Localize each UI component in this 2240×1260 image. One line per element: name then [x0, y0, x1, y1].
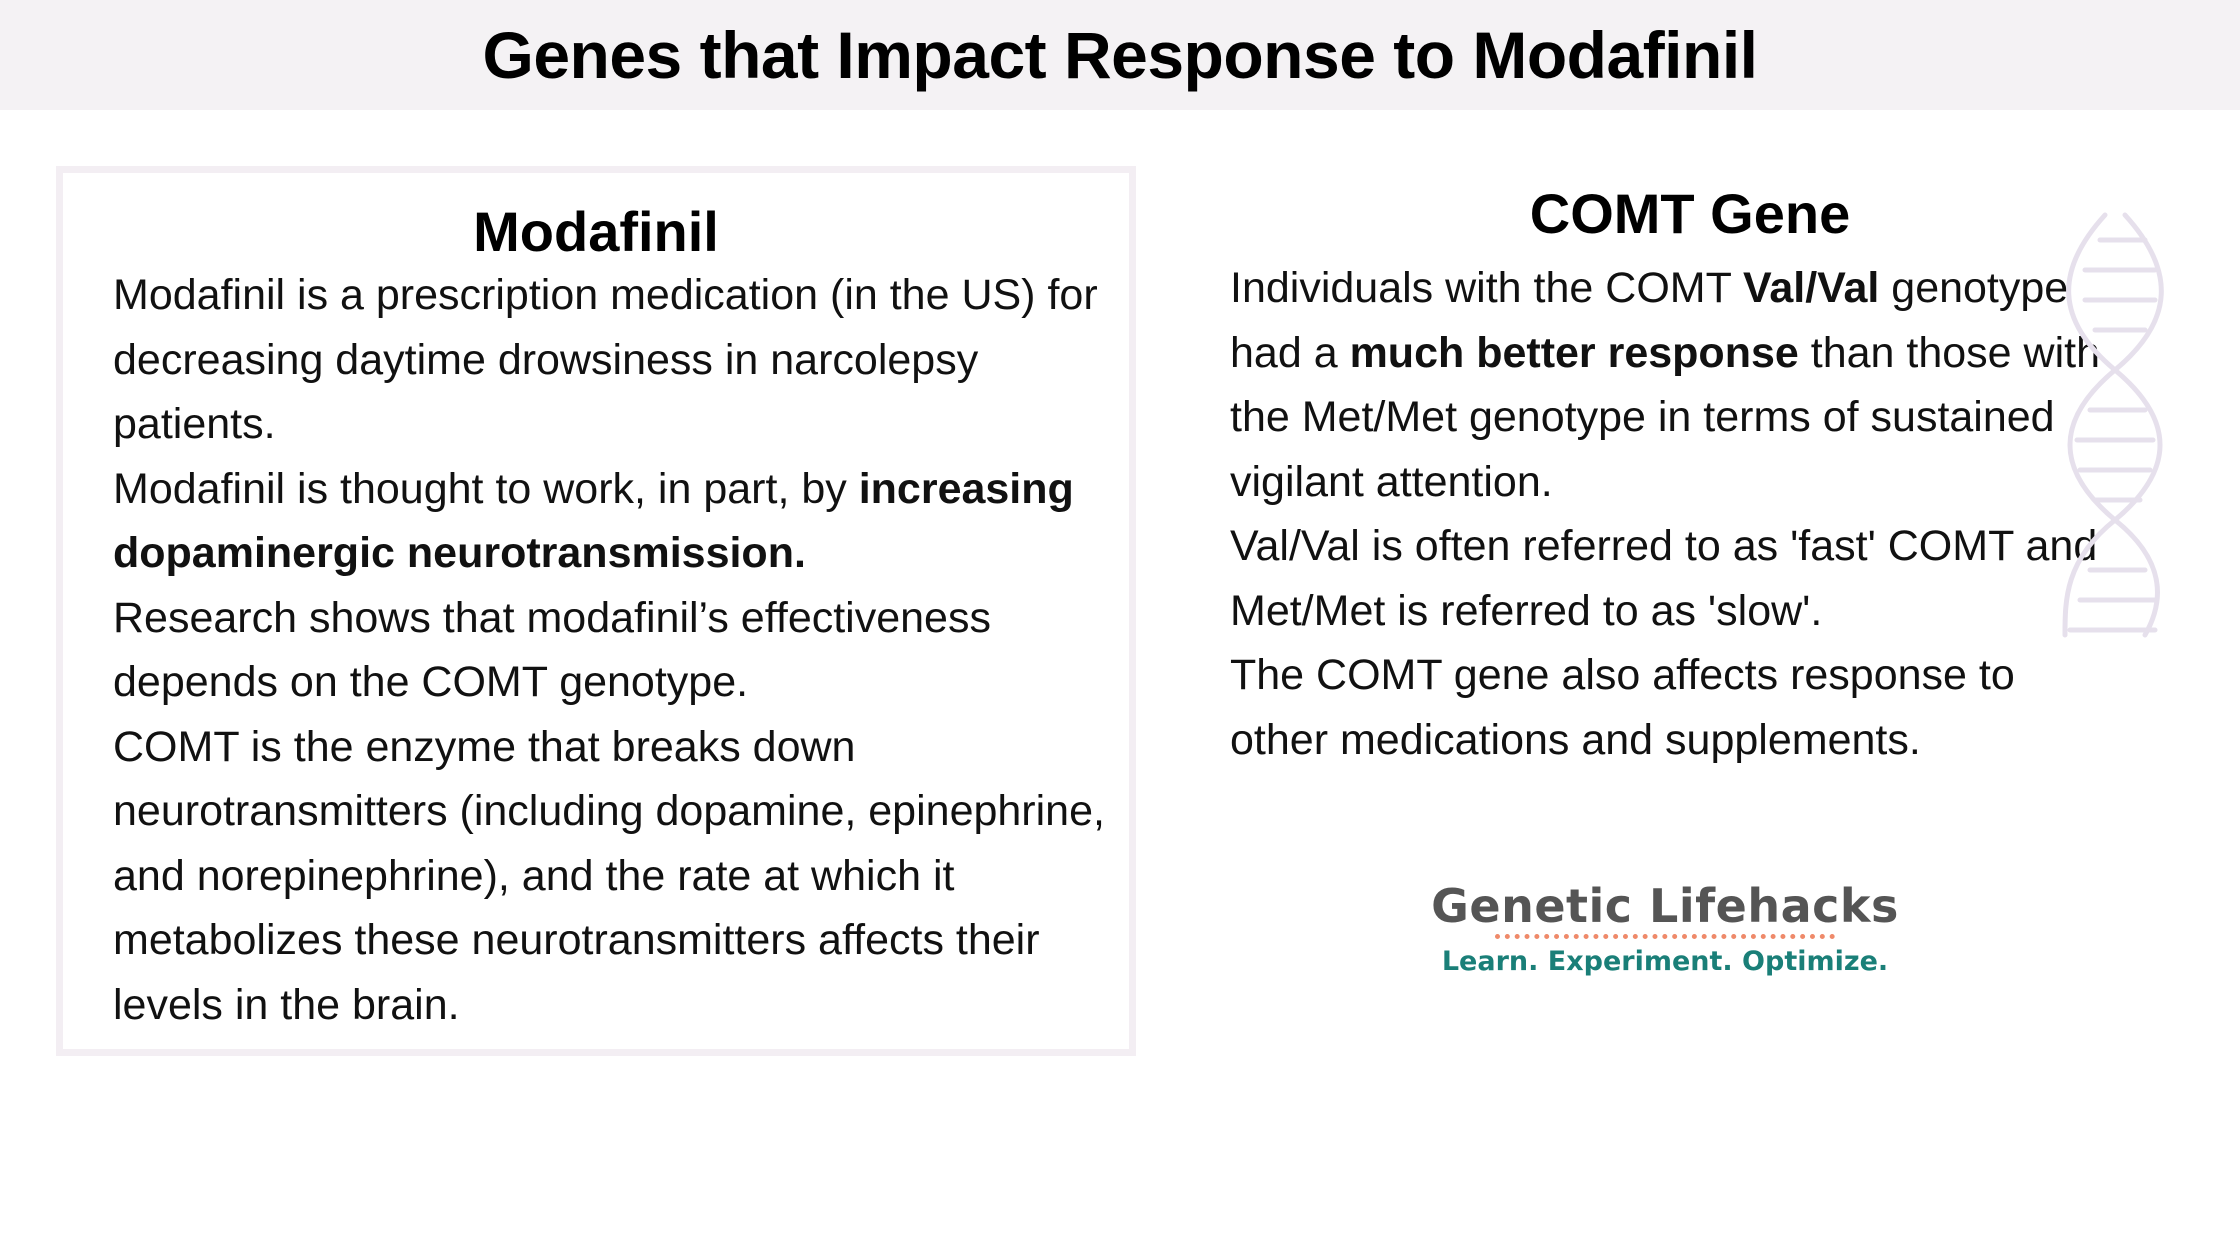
- comt-p1-text-e: than those with the Met/Met genotype in terms of sustained vigilant attention.: [1230, 328, 2100, 506]
- modafinil-paragraph-2-text: Modafinil is thought to work, in part, by: [113, 464, 859, 513]
- logo-tagline: Learn. Experiment. Optimize.: [1441, 946, 1889, 977]
- logo-dotted-divider: [1495, 934, 1835, 945]
- comt-p1-text-c: genotype had a: [1230, 264, 2069, 377]
- comt-paragraph-3: The COMT gene also affects response to other medications and supplements.: [1230, 651, 2015, 764]
- comt-p1-bold-genotype: Val/Val: [1743, 264, 1880, 312]
- logo-name: Genetic Lifehacks: [1431, 879, 1899, 933]
- modafinil-heading: Modafinil: [473, 200, 719, 263]
- comt-paragraph-1: [1230, 256, 2110, 514]
- modafinil-paragraph-4: COMT is the enzyme that breaks down neurotransmitters (including dopamine, epinephrine, and norepinephrine), and the rate at which it metabolizes these neurotransmitters affects their levels in the brain.: [113, 722, 1105, 1029]
- comt-p1-text-a: Individuals with the COMT: [1230, 264, 1744, 312]
- modafinil-paragraph-2-bold: increasing dopaminergic neurotransmission.: [113, 464, 1074, 577]
- modafinil-paragraph-3: Research shows that modafinil’s effectiveness depends on the COMT genotype.: [113, 593, 991, 706]
- modafinil-paragraph-2: [113, 457, 1113, 586]
- modafinil-body: [113, 263, 1113, 1037]
- page-title: Genes that Impact Response to Modafinil: [482, 18, 1758, 92]
- comt-paragraph-2: Val/Val is often referred to as 'fast' COMT and Met/Met is referred to as 'slow'.: [1230, 522, 2098, 635]
- genetic-lifehacks-logo: [1400, 878, 1930, 979]
- comt-p1-bold-response: much better response: [1349, 328, 1799, 377]
- modafinil-paragraph-1: Modafinil is a prescription medication (in the US) for decreasing daytime drowsiness in narcolepsy patients.: [113, 271, 1098, 448]
- modafinil-panel: [56, 166, 1136, 1056]
- comt-heading: COMT Gene: [1529, 182, 1851, 245]
- comt-body: [1230, 256, 2110, 772]
- title-bar: [0, 0, 2240, 110]
- comt-panel: [1230, 170, 2110, 772]
- dna-helix-icon: [2055, 210, 2175, 640]
